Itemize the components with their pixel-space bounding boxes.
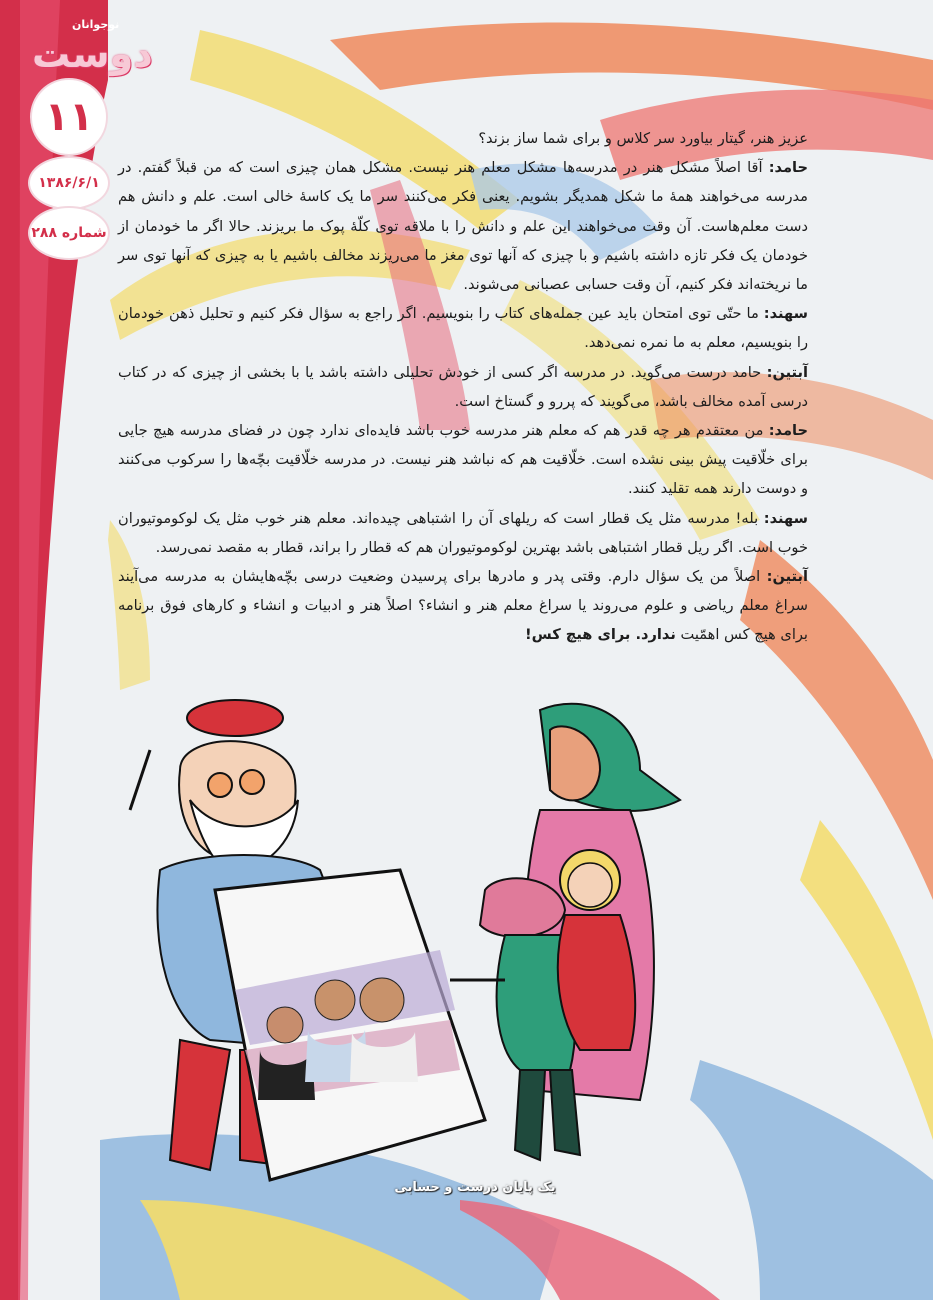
paragraph-text: حامد درست می‌گوید. در مدرسه اگر کسی از خودش تحلیلی داشته باشد یا با بخشی از چیزی که در کتاب درسی آمده مخالف باشد، می‌گویند که پررو و گستاخ است. bbox=[118, 363, 808, 410]
page-number-badge bbox=[30, 78, 108, 156]
paragraph-text: بله! مدرسه مثل یک قطار است که ریلهای آن را اشتباهی چیده‌اند. معلم هنر خوب مثل یک لوکوموتیوران خوب است. اگر ریل قطار اشتباهی باشد بهترین لوکوموتیوران هم که قطار را براند، قطار به مقصد نمی‌رسد. bbox=[118, 509, 808, 556]
speaker-name: آبتین: bbox=[766, 568, 808, 586]
paragraph bbox=[118, 124, 808, 153]
speaker-name: آبتین: bbox=[766, 363, 808, 381]
speaker-name: حامد: bbox=[768, 422, 808, 440]
paragraph bbox=[118, 153, 808, 299]
paragraph bbox=[118, 416, 808, 504]
logo-title: دوست bbox=[32, 32, 153, 76]
paragraph-text: من معتقدم هر چه قدر هم که معلم هنر مدرسه خوب باشد فایده‌ای ندارد چون در فضای مدرسه هیچ جایی برای خلّاقیت پیش بینی نشده است. خلّاقیت هم که نباشد هنر نیست. در مدرسه خلّاقیت بچّه‌ها را سرکوب می‌کنند و دوست دارند همه تقلید کنند. bbox=[118, 422, 808, 498]
issue-badge bbox=[28, 206, 110, 260]
speaker-name: حامد: bbox=[768, 159, 808, 177]
paragraph-text: آقا اصلاً مشکل هنر در مدرسه‌ها مشکل معلم هنر نیست. مشکل همان چیزی است که من قبلاً گفتم. در مدرسه می‌خواهند همهٔ ما شکل همدیگر بشویم. یعنی فکر می‌کنند سر ما یک کاسهٔ خالی است. علم و دانش هم دست معلم‌هاست. آن وقت می‌خواهند این علم و دانش را با ملاقه توی کلّهٔ پوک ما بریزند. حالا اگر ما خودمان از خودمان یک فکر تازه داشته باشیم و با چیزی که آنها توی مغز ما می‌ریزند مخالف باشیم یا به چیزی که آنها توی سر ما نریخته‌اند فکر کنیم، آن وقت حسابی عصبانی می‌شوند. bbox=[118, 159, 808, 294]
paragraph bbox=[118, 562, 808, 650]
issue-number: ۲۸۸ شماره bbox=[31, 225, 107, 241]
paragraph-text: اصلاً من یک سؤال دارم. وقتی پدر و مادرها برای پرسیدن وضعیت درسی بچّه‌هایشان به مدرسه می‌آیند سراغ معلم ریاضی و علوم می‌روند یا سراغ معلم هنر و انشاء؟ اصلاً هنر و ادبیات و انشاء و کارهای فوق برنامه برای هیچ کس اهمّیت bbox=[118, 568, 808, 644]
paragraph-text: عزیز هنر، گیتار بیاورد سر کلاس و برای شما ساز بزند؟ bbox=[478, 130, 808, 147]
paragraph-text: ما حتّی توی امتحان باید عین جمله‌های کتاب را بنویسیم. اگر راجع به سؤال فکر کنیم و تحلیل ذهن خودمان را بنویسیم، معلم به ما نمره نمی‌دهد. bbox=[118, 305, 808, 352]
paragraph-emphasis: ندارد. برای هیچ کس! bbox=[524, 626, 676, 644]
paragraph bbox=[118, 358, 808, 416]
speaker-name: سهند: bbox=[763, 305, 808, 323]
date-badge bbox=[28, 156, 110, 210]
cartoon-illustration bbox=[120, 690, 760, 1210]
illustration-caption: یک پایان درست و حسابی bbox=[394, 1180, 556, 1195]
article-body bbox=[118, 124, 808, 650]
paragraph bbox=[118, 299, 808, 357]
paragraph bbox=[118, 504, 808, 562]
issue-date: ۱۳۸۶/۶/۱ bbox=[38, 175, 100, 191]
logo-subtitle: نوجوانان bbox=[72, 18, 120, 31]
speaker-name: سهند: bbox=[763, 509, 808, 527]
page-number: ۱۱ bbox=[44, 94, 94, 140]
magazine-logo bbox=[22, 14, 212, 84]
